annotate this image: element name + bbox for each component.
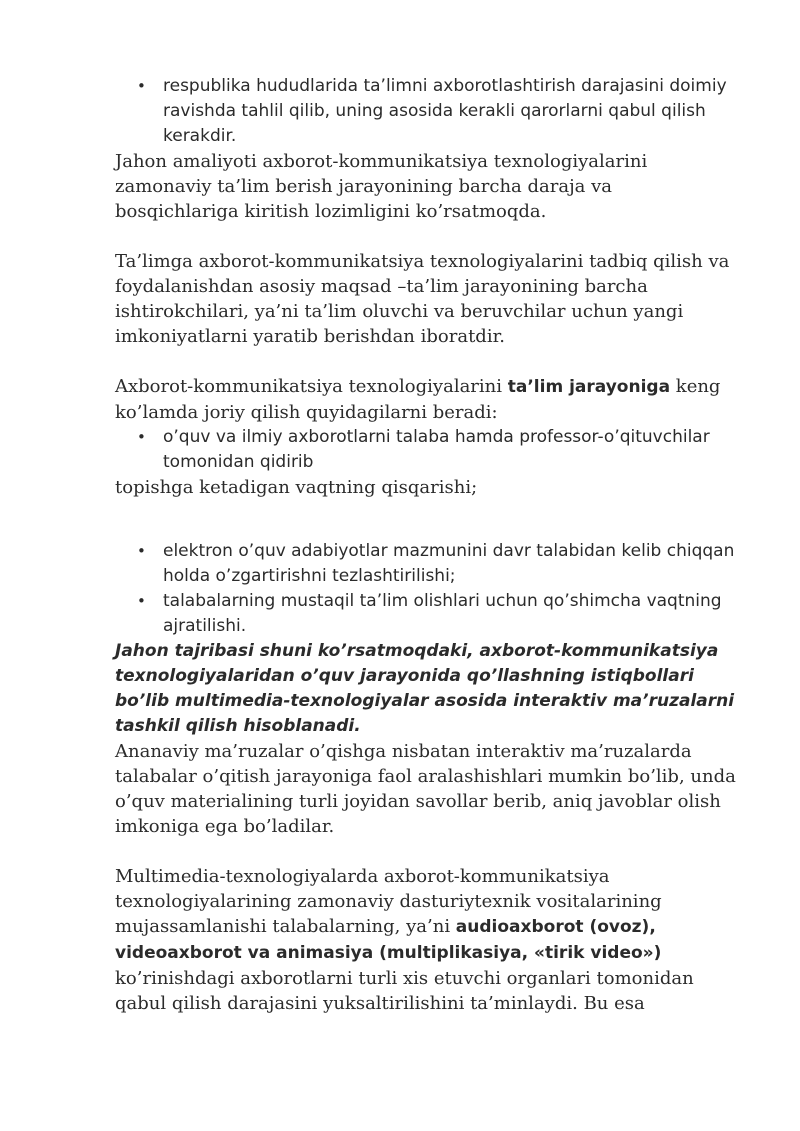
paragraph-7-text-end: ko’rinishdagi axborotlarni turli xis etuvchi organlari tomonidan qabul qilish darajasini yuksaltirilishini ta’minlaydi. Bu esa [115, 968, 694, 1014]
paragraph-4: topishga ketadigan vaqtning qisqarishi; [115, 477, 478, 498]
bullet-list-3 [115, 539, 740, 639]
bullet-icon: • [137, 77, 146, 95]
paragraph-2: Ta’limga axborot-kommunikatsiya texnologiyalarini tadbiq qilish va foydalanishdan asosiy maqsad –ta’lim jarayonining barcha ishtirokchilari, ya’ni ta’lim oluvchi va beruvchilar uchun yangi imkoniyatlarni yaratib berishdan iboratdir. [115, 251, 730, 347]
paragraph-6: Ananaviy ma’ruzalar o’qishga nisbatan interaktiv ma’ruzalarda talabalar o’qitish jarayoniga faol aralashishlari mumkin bo’lib, unda o’quv materialining turli joyidan savollar berib, aniq javoblar olish imkoniga ega bo’ladilar. [115, 741, 736, 837]
bullet-list-1 [115, 74, 740, 149]
paragraph-3-bold: ta’lim jarayoniga [507, 377, 671, 397]
paragraph-7-text: Multimedia-texnologiyalarda axborot-kommunikatsiya texnologiyalarining zamonaviy dasturiytexnik vositalarining mujassamlanishi talabalarning, ya’ni [115, 866, 662, 937]
paragraph-3 [115, 374, 740, 425]
list-item-text: respublika hududlarida ta’limni axborotlashtirish darajasini doimiy ravishda tahlil qilib, uning asosida kerakli qarorlarni qabul qilish kerakdir. [163, 76, 727, 146]
paragraph-7 [115, 864, 740, 1016]
list-item-text: o’quv va ilmiy axborotlarni talaba hamda professor-o’qituvchilar tomonidan qidirib [163, 427, 710, 472]
list-item [115, 589, 740, 639]
bullet-icon: • [137, 542, 146, 560]
bullet-list-2 [115, 425, 740, 475]
paragraph-3-text: Axborot-kommunikatsiya texnologiyalarini [115, 376, 508, 397]
list-item [115, 539, 740, 589]
paragraph-1: Jahon amaliyoti axborot-kommunikatsiya texnologiyalarini zamonaviy ta’lim berish jarayonining barcha daraja va bosqichlariga kiritish lozimligini ko’rsatmoqda. [115, 151, 648, 222]
list-item [115, 74, 740, 149]
list-item-text: talabalarning mustaqil ta’lim olishlari uchun qo’shimcha vaqtning ajratilishi. [163, 591, 722, 636]
list-item-text: elektron o’quv adabiyotlar mazmunini davr talabidan kelib chiqqan holda o’zgartirishni tezlashtirilishi; [163, 541, 735, 586]
bullet-icon: • [137, 592, 146, 610]
list-item [115, 425, 740, 475]
paragraph-5-emphasis: Jahon tajribasi shuni ko’rsatmoqdaki, axborot-kommunikatsiya texnologiyalaridan o’quv jarayonida qo’llashning istiqbollari bo’lib multimedia-texnologiyalar asosida interaktiv ma’ruzalarni tashkil qilish hisoblanadi. [115, 641, 735, 736]
paragraph-3-text-end: keng ko’lamda joriy qilish quyidagilarni beradi: [115, 376, 721, 423]
paragraph-7-bold: audioaxborot (ovoz), videoaxborot va animasiya (multiplikasiya, «tirik video») [115, 917, 662, 963]
bullet-icon: • [137, 428, 146, 446]
